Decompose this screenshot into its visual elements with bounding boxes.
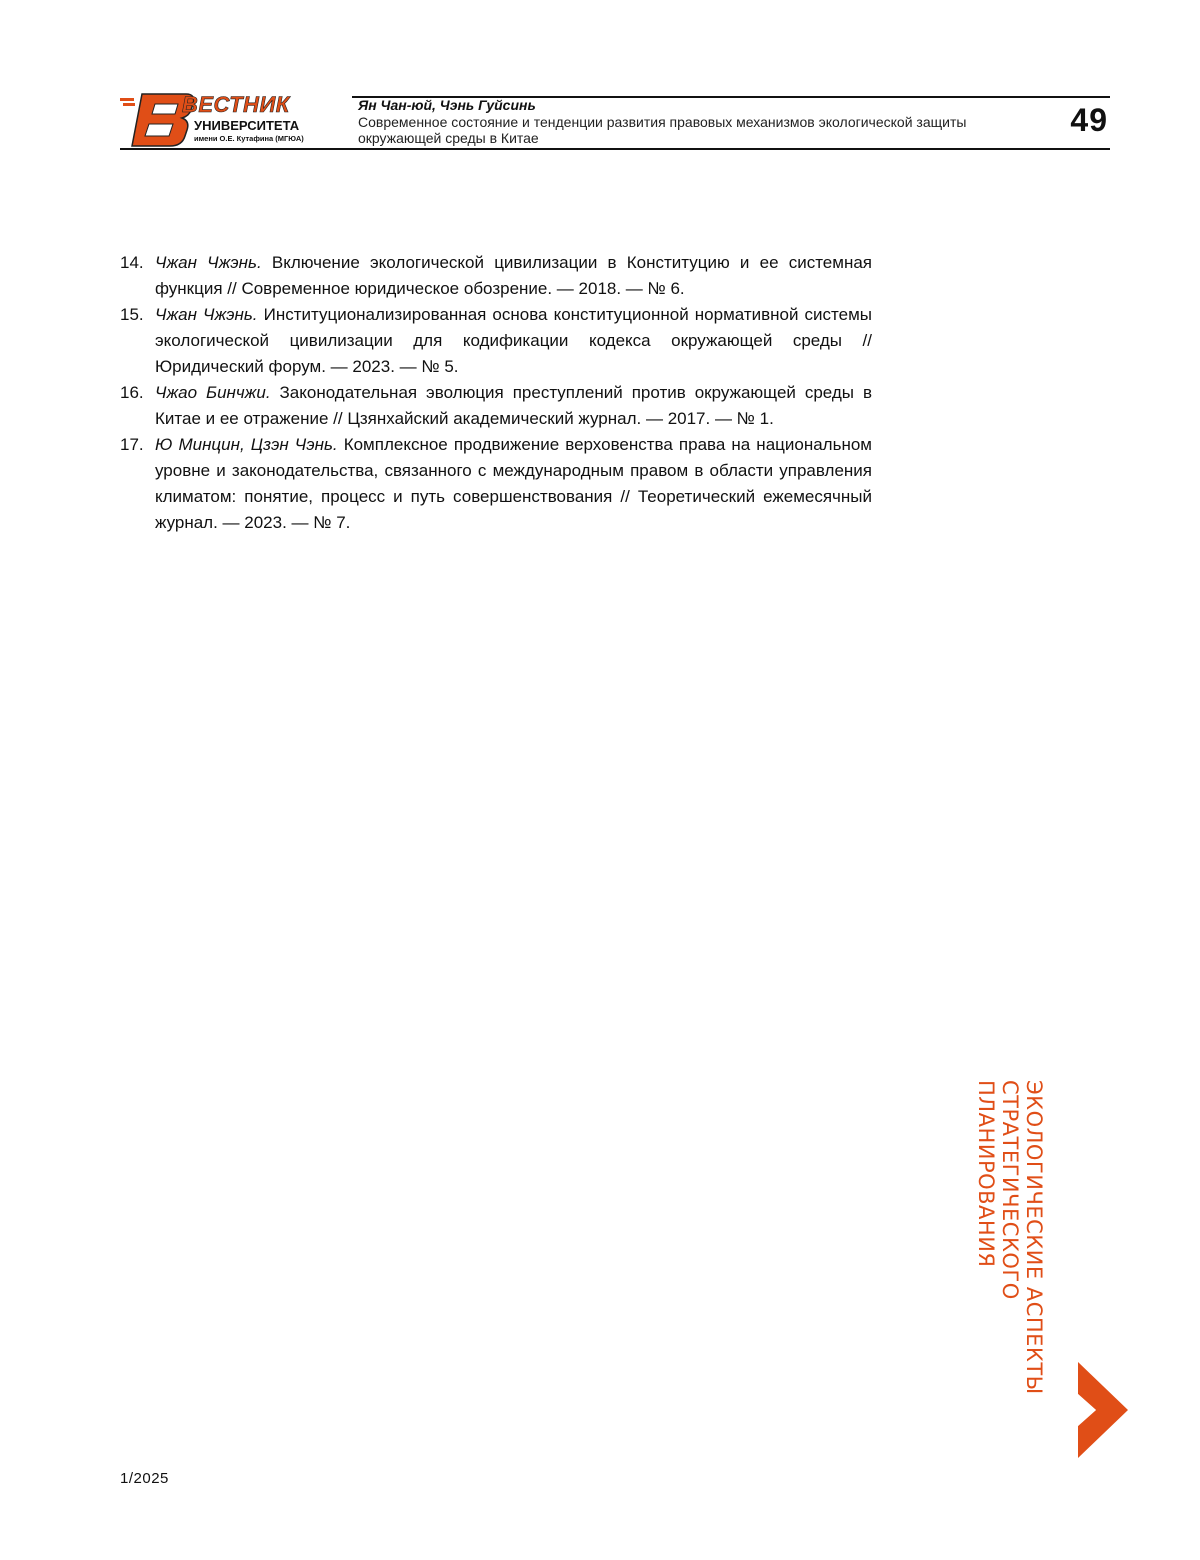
reference-number: 16. <box>120 380 144 406</box>
reference-authors: Чжан Чжэнь. <box>155 253 272 272</box>
reference-number: 17. <box>120 432 144 458</box>
reference-item <box>120 432 872 536</box>
logo-note: имени О.Е. Кутафина (МГЮА) <box>194 134 304 143</box>
page-header <box>120 88 1110 152</box>
journal-logo <box>120 88 320 150</box>
reference-authors: Чжао Бинчжи. <box>155 383 280 402</box>
reference-text: Комплексное продвижение верховенства права на национальном уровне и законодательства, связанного с международным правом в области управления климатом: понятие, процесс и путь совершенствования // Теоретический ежемесячный журнал. — 2023. — № 7. <box>155 435 872 532</box>
reference-text: Включение экологической цивилизации в Конституцию и ее системная функция // Современное юридическое обозрение. — 2018. — № 6. <box>155 253 872 298</box>
logo-subtitle: УНИВЕРСИТЕТА <box>194 118 299 133</box>
logo-title: ВЕСТНИК <box>182 92 290 118</box>
running-head-authors: Ян Чан-юй, Чэнь Гуйсинь <box>358 96 998 114</box>
reference-item <box>120 302 872 380</box>
running-head-title: Современное состояние и тенденции развития правовых механизмов экологической защиты окружающей среды в Китае <box>358 114 998 146</box>
issue-number: 1/2025 <box>120 1470 169 1487</box>
section-tab-label: ЭКОЛОГИЧЕСКИЕ АСПЕКТЫ СТРАТЕГИЧЕСКОГО ПЛАНИРОВАНИЯ <box>996 1080 1046 1420</box>
reference-number: 15. <box>120 302 144 328</box>
reference-item <box>120 380 872 432</box>
reference-text: Законодательная эволюция преступлений против окружающей среды в Китае и ее отражение // Цзянхайский академический журнал. — 2017. — № 1. <box>155 383 872 428</box>
reference-authors: Чжан Чжэнь. <box>155 305 264 324</box>
reference-text: Институционализированная основа конституционной нормативной системы экологической цивилизации для кодификации кодекса окружающей среды // Юридический форум. — 2023. — № 5. <box>155 305 872 376</box>
reference-authors: Ю Минцин, Цзэн Чэнь. <box>155 435 344 454</box>
reference-item <box>120 250 872 302</box>
section-arrow-icon <box>1074 1360 1130 1460</box>
page-number: 49 <box>1070 102 1108 139</box>
reference-number: 14. <box>120 250 144 276</box>
running-head <box>358 96 998 146</box>
reference-list <box>120 250 872 536</box>
